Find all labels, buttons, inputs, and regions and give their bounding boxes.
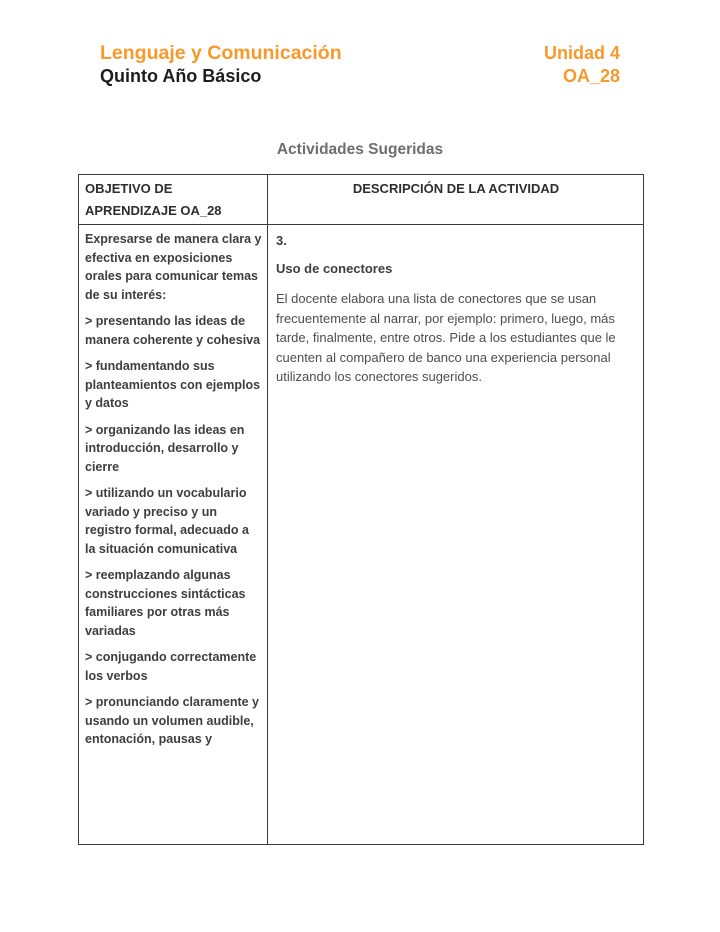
objective-cell [79, 225, 268, 844]
column-header-objective-label: OBJETIVO DE APRENDIZAJE OA_28 [85, 181, 222, 218]
column-header-objective [79, 175, 268, 225]
activity-number: 3. [276, 233, 287, 248]
oa-code-label: OA_28 [562, 66, 620, 86]
activity-title: Uso de conectores [276, 261, 393, 276]
objective-item: > pronunciando claramente y usando un volumen audible, entonación, pausas y [85, 695, 260, 746]
subject-title: Lenguaje y Comunicación [100, 42, 342, 64]
header-right-block [544, 41, 620, 88]
header-left-block [100, 41, 342, 88]
objective-item: > organizando las ideas en introducción, desarrollo y cierre [85, 422, 245, 474]
objective-item: > reemplazando algunas construcciones sintácticas familiares por otras más variadas [85, 568, 246, 638]
objective-intro: Expresarse de manera clara y efectiva en exposiciones orales para comunicar temas de su interés: [85, 232, 262, 302]
column-header-description [268, 175, 643, 225]
objective-item: > fundamentando sus planteamientos con ejemplos y datos [85, 359, 261, 410]
grade-title: Quinto Año Básico [100, 66, 262, 86]
objective-item: > utilizando un vocabulario variado y preciso y un registro formal, adecuado a la situación comunicativa [85, 486, 249, 556]
objective-item: > conjugando correctamente los verbos [85, 650, 257, 683]
activity-description: El docente elabora una lista de conectores que se usan frecuentemente al narrar, por ejemplo: primero, luego, más tarde, finalmente, entre otros. Pide a los estudiantes que le cuenten al compañero de banco una experiencia personal utilizando los conectores sugeridos. [276, 291, 616, 384]
activities-table [78, 174, 644, 845]
document-header [100, 41, 620, 88]
page-title: Actividades Sugeridas [276, 141, 444, 158]
unit-label: Unidad 4 [543, 43, 620, 63]
activity-cell [268, 225, 643, 844]
objective-item: > presentando las ideas de manera coherente y cohesiva [85, 314, 261, 347]
column-header-description-label: DESCRIPCIÓN DE LA ACTIVIDAD [352, 181, 560, 196]
